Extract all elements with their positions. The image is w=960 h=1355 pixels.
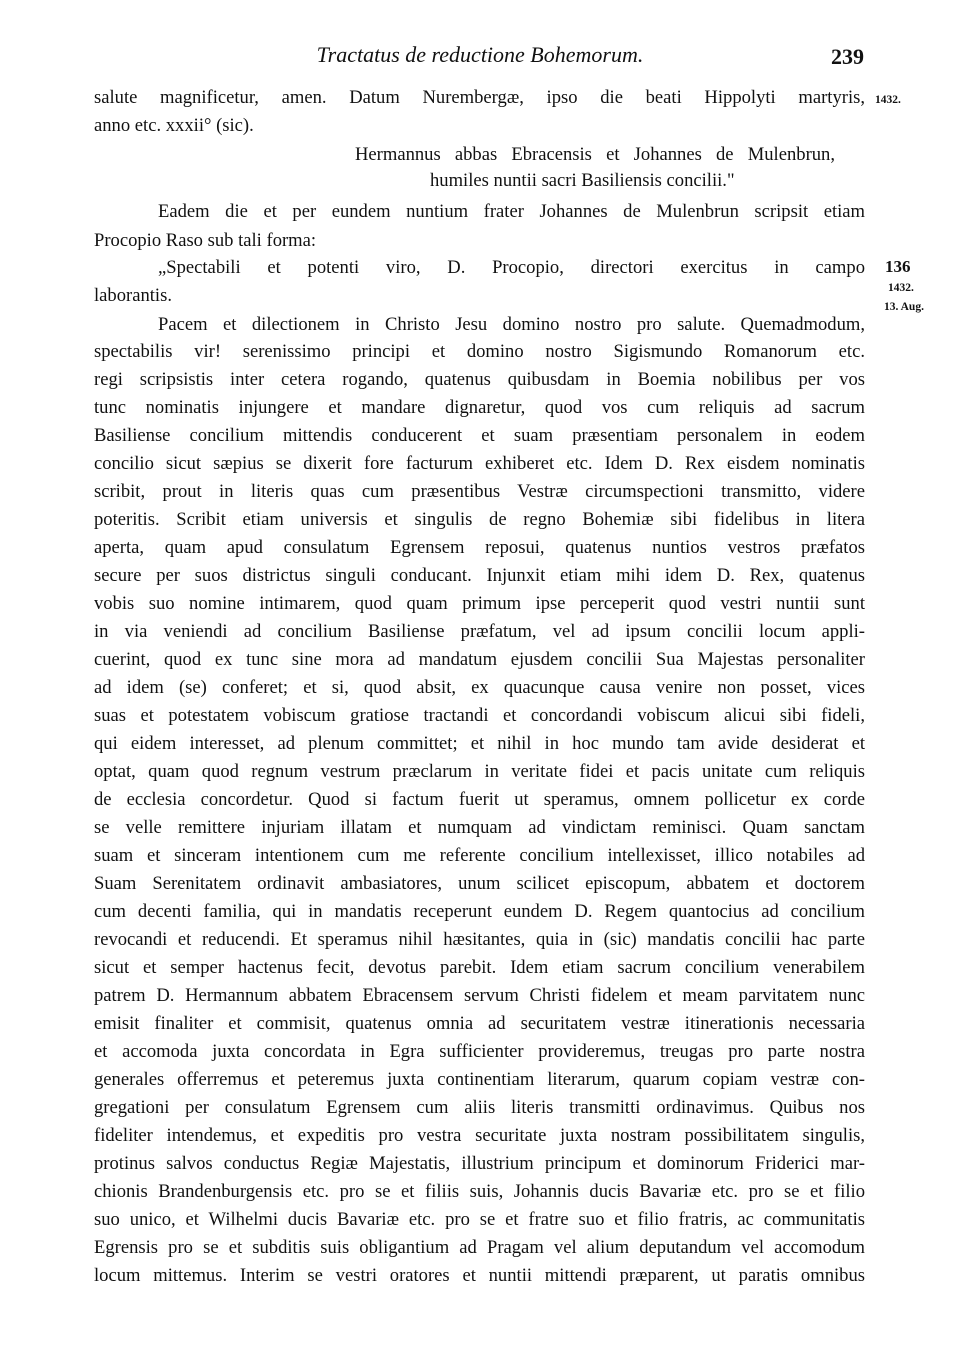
text-line: tunc nominatis injungere et mandare dignaretur, quod vos cum reliquis ad sacrum (94, 397, 865, 418)
running-title: Tractatus de reductione Bohemorum. (316, 42, 644, 67)
text-line: regi scripsistis inter cetera rogando, quatenus quibusdam in Boemia nobilibus per vos (94, 369, 865, 390)
margin-year: 1432. (875, 94, 901, 106)
text-line: in via veniendi ad concilium Basiliense præfatum, vel ad ipsum concilii locum appli- (94, 621, 865, 642)
margin-document-number: 136 (885, 257, 911, 276)
text-line: anno etc. xxxii° (sic). (94, 115, 254, 136)
text-line: cuerint, quod ex tunc sine mora ad mandatum ejusdem concilii Sua Majestas personaliter (94, 649, 865, 670)
text-line: suo unico, et Wilhelmi ducis Bavariæ etc. pro se et fratre suo et filio fratris, ac communitatis (94, 1209, 865, 1230)
address-line: laborantis. (94, 285, 172, 306)
text-line: de ecclesia concordetur. Quod si factum fuerit ut speramus, omnem pollicetur ex corde (94, 789, 865, 810)
text-line: salute magnificetur, amen. Datum Nurembergæ, ipso die beati Hippolyti martyris, (94, 87, 865, 108)
text-line: suas et potestatem vobiscum gratiose tractandi et concordandi vobiscum alicui sibi fideli, (94, 705, 865, 726)
text-line: emisit finaliter et commisit, quatenus omnia ad securitatem vestræ itinerationis necessaria (94, 1013, 865, 1034)
text-line: revocandi et reducendi. Et speramus nihil hæsitantes, quia in (sic) mandatis concilii hac parte (94, 929, 865, 950)
text-line: protinus salvos conductus Regiæ Majestatis, illustrium principum et dominorum Friderici mar- (94, 1153, 865, 1174)
text-line: aperta, quam apud consulatum Egrensem reposui, quatenus nuntios vestros præfatos (94, 537, 865, 558)
signature-line: Hermannus abbas Ebracensis et Johannes de Mulenbrun, (355, 144, 835, 165)
text-line: Egrensis pro se et subditis suis obligantium ad Pragam vel alium deputandum vel accomodum (94, 1237, 865, 1258)
text-line: et accomoda juxta concordata in Egra sufficienter provideremus, treugas pro parte nostra (94, 1041, 865, 1062)
text-line: sicut et semper hactenus fecit, devotus parebit. Idem etiam sacrum concilium venerabilem (94, 957, 865, 978)
text-line: qui eidem interesset, ad plenum committet; et nihil in hoc mundo tam avide desiderat et (94, 733, 865, 754)
text-line: Pacem et dilectionem in Christo Jesu domino nostro pro salute. Quemadmodum, (158, 314, 865, 335)
text-line: Basiliense concilium mittendis conducerent et suam præsentiam personalem in eodem (94, 425, 865, 446)
margin-year-second: 1432. (888, 282, 914, 294)
address-line: „Spectabili et potenti viro, D. Procopio, directori exercitus in campo (158, 257, 865, 278)
text-line: locum mittemus. Interim se vestri oratores et nuntii mittendi præparent, ut paratis omnibus (94, 1265, 865, 1286)
page-number: 239 (831, 44, 864, 69)
text-line: vobis suo nomine intimarem, quod quam primum ipse perceperit quod vestri nuntii sunt (94, 593, 865, 614)
text-line: concilio sicut sæpius se dixerit fore facturum exhiberet etc. Idem D. Rex eisdem nominatis (94, 453, 865, 474)
text-line: optat, quam quod regnum vestrum præclarum in veritate fidei et pacis unitate cum reliquis (94, 761, 865, 782)
text-line: Eadem die et per eundem nuntium frater Johannes de Mulenbrun scripsit etiam (158, 201, 865, 222)
text-line: gregationi per consulatum Egrensem cum aliis literis transmitti ordinavimus. Quibus nos (94, 1097, 865, 1118)
margin-date: 13. Aug. (884, 301, 924, 313)
text-line: Procopio Raso sub tali forma: (94, 230, 317, 251)
signature-line: humiles nuntii sacri Basiliensis concilii." (430, 170, 735, 191)
text-line: cum decenti familia, qui in mandatis receperunt eundem D. Regem quantocius ad concilium (94, 901, 865, 922)
text-line: poteritis. Scribit etiam universis et singulis de regno Bohemiæ sibi fidelibus in litera (94, 509, 865, 530)
text-line: patrem D. Hermannum abbatem Ebracensem servum Christi fidelem et meam parvitatem nunc (94, 985, 865, 1006)
text-line: fideliter intendemus, et expeditis pro vestra securitate juxta nostram possibilitatem singulis, (94, 1125, 865, 1146)
text-line: Suam Serenitatem ordinavit ambasiatores, unum scilicet episcopum, abbatem et doctorem (94, 873, 865, 894)
text-line: secure per suos districtus singuli conducant. Injunxit etiam mihi idem D. Rex, quatenus (94, 565, 865, 586)
text-line: scribit, prout in literis quas cum præsentibus Vestræ circumspectioni transmitto, videre (94, 481, 865, 502)
text-line: se velle remittere injuriam illatam et numquam ad vindictam reminisci. Quam sanctam (94, 817, 865, 838)
text-line: generales offerremus et peteremus juxta continentiam literarum, quarum copiam vestræ con- (94, 1069, 865, 1090)
text-line: chionis Brandenburgensis etc. pro se et filiis suis, Johannis ducis Bavariæ etc. pro se et filio (94, 1181, 865, 1202)
text-line: spectabilis vir! serenissimo principi et domino nostro Sigismundo Romanorum etc. (94, 341, 865, 362)
text-line: ad idem (se) conferet; et si, quod absit, ex quacunque causa venire non posset, vices (94, 677, 865, 698)
text-line: suam et sinceram intentionem cum me referente concilium intellexisset, illico notabiles ad (94, 845, 865, 866)
